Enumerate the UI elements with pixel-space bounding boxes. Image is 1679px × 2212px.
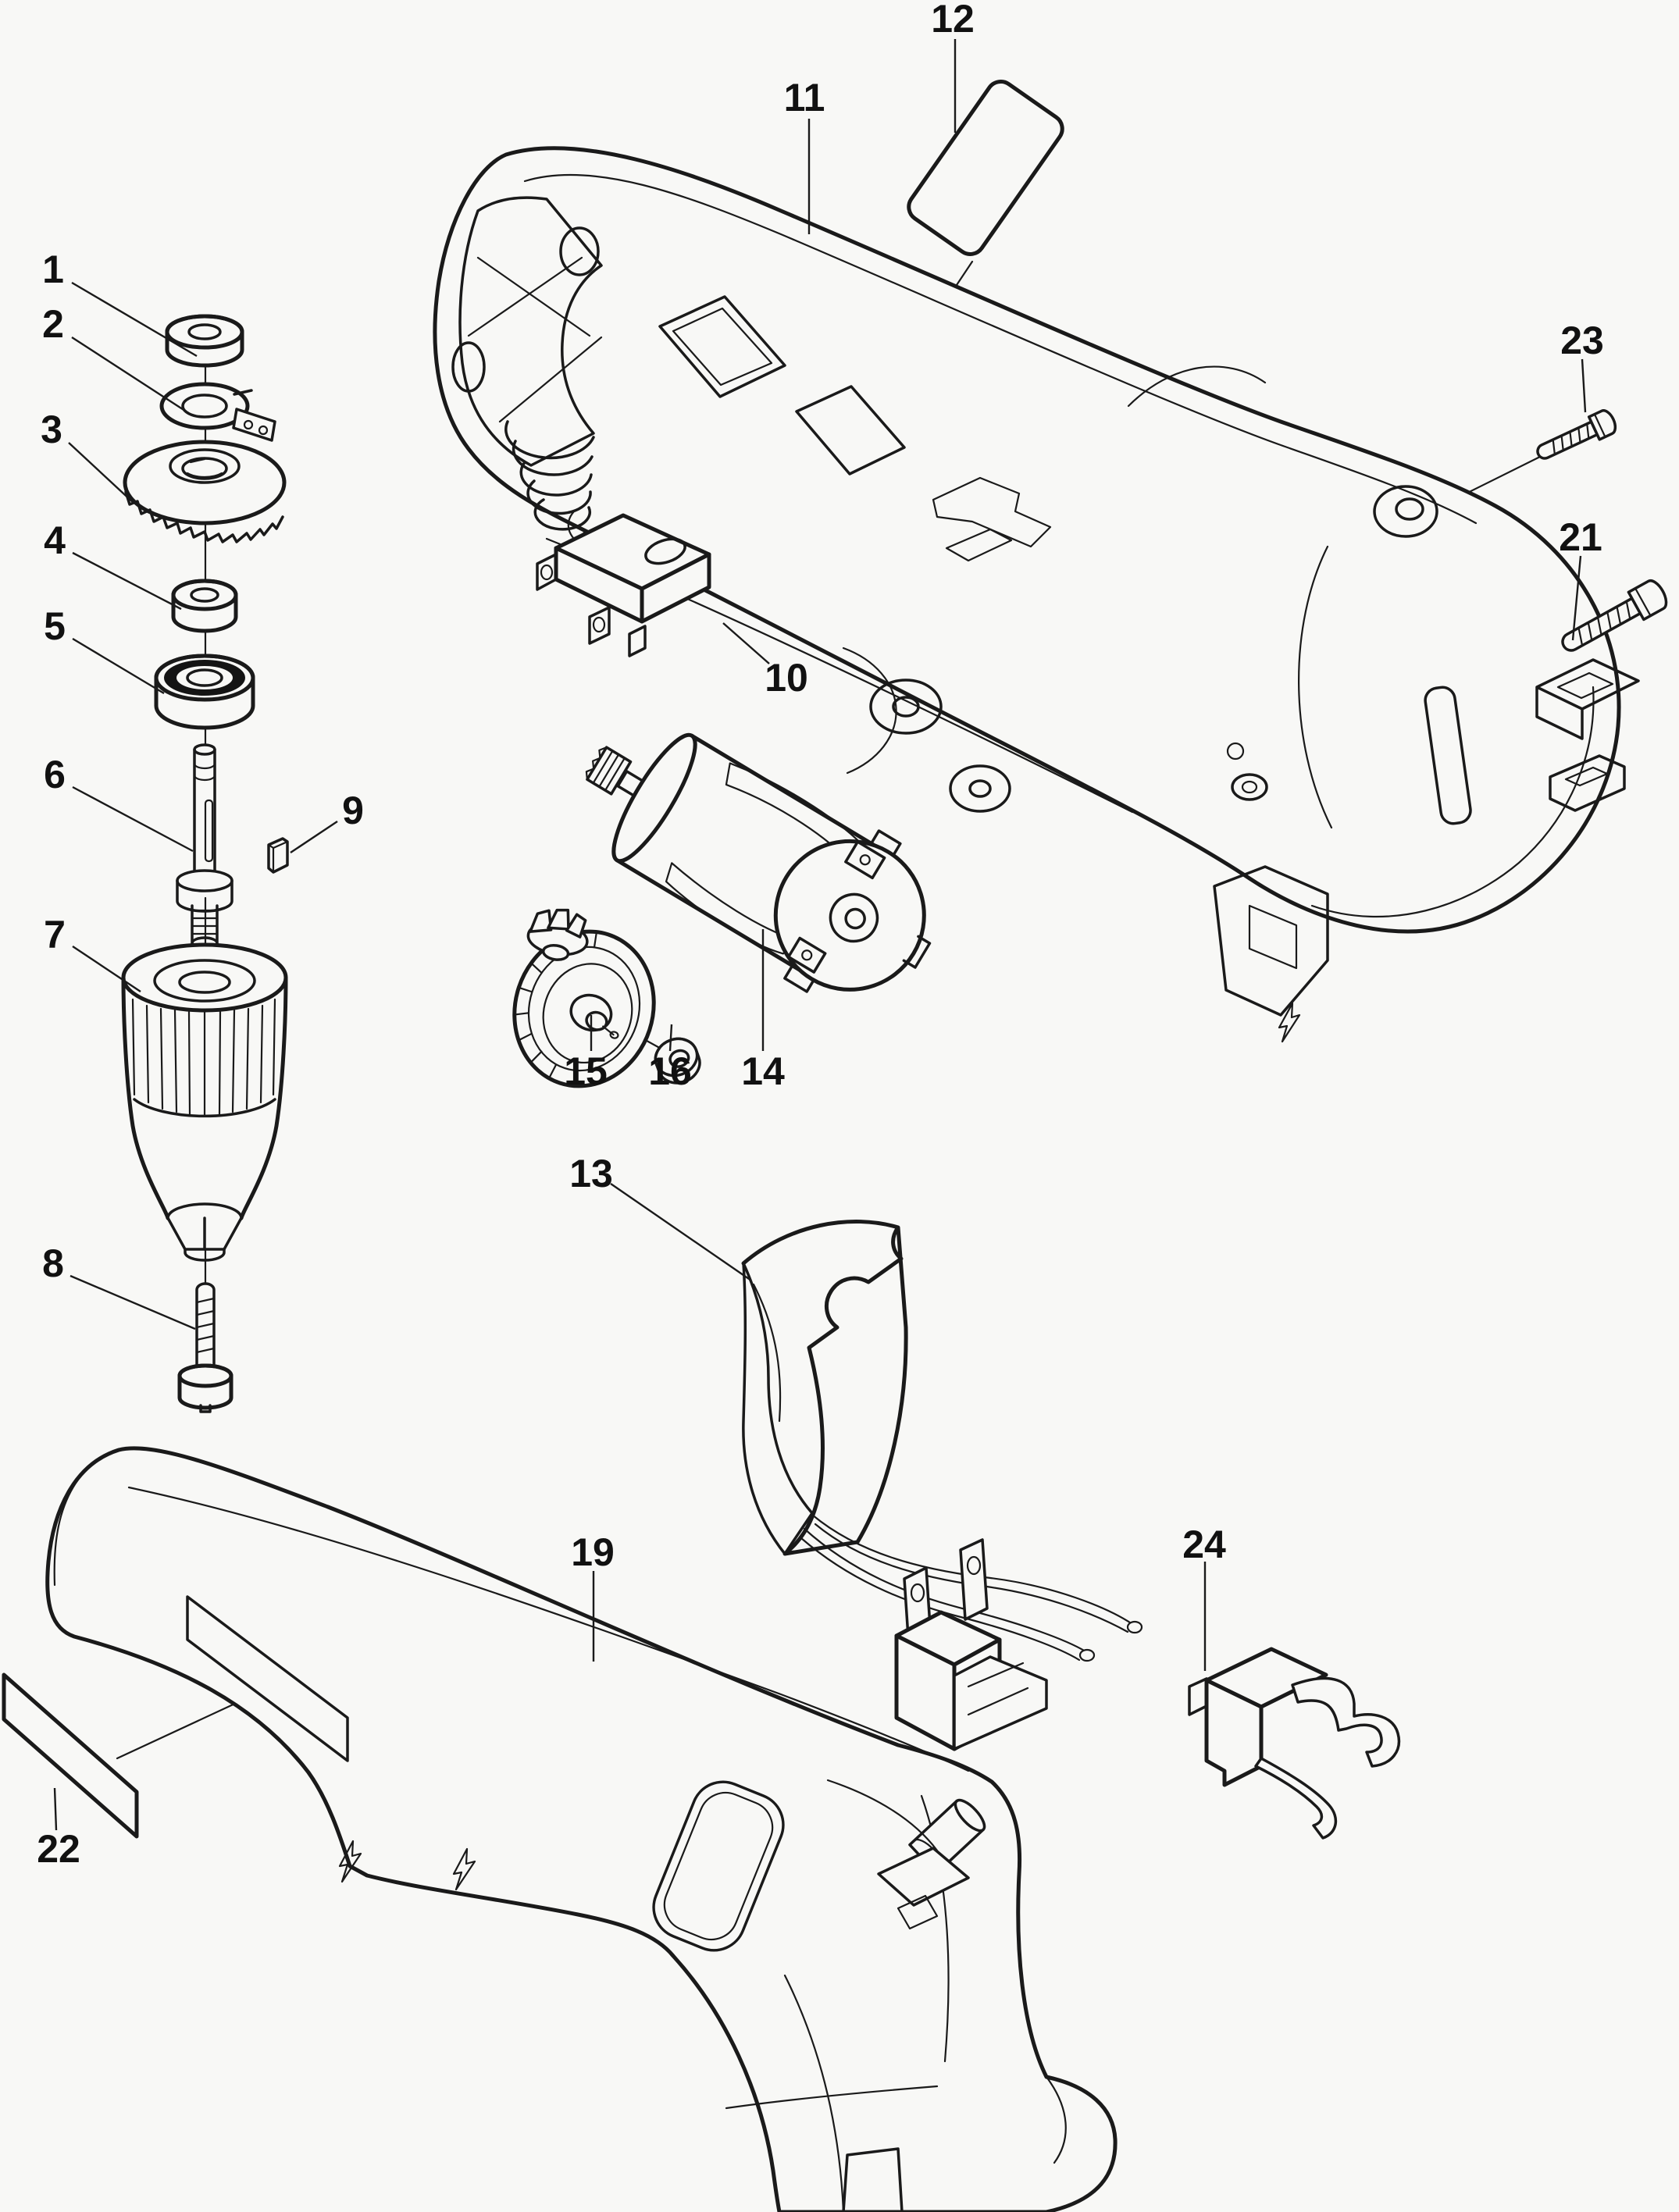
part-spindle-shape [194, 745, 215, 754]
callout-number-22: 22 [37, 1827, 80, 1871]
part-spindle-shape [194, 764, 215, 780]
insert-arrow-icon [1279, 1003, 1299, 1042]
part-bearing-sealed-shape [187, 670, 222, 686]
leader-line-13 [611, 1184, 751, 1281]
part-chuck-screw [180, 1284, 231, 1412]
part-label-plate-shape [4, 1675, 137, 1836]
callout-number-16: 16 [648, 1049, 692, 1093]
part-terminal-clip-shape [1292, 1679, 1399, 1766]
part-motor-cover [743, 1221, 1142, 1661]
callout-spacer [648, 1024, 692, 1093]
part-bearing-small [173, 581, 236, 631]
leader-line-23 [1582, 359, 1585, 412]
leader-line-8 [70, 1276, 195, 1329]
callout-number-10: 10 [765, 656, 808, 700]
callout-gear [41, 408, 134, 504]
part-nameplate-shape [904, 76, 1068, 259]
part-key [269, 839, 287, 872]
callout-number-11: 11 [783, 76, 825, 119]
callout-number-7: 7 [44, 913, 66, 956]
part-screw-short [1533, 408, 1619, 466]
callout-number-9: 9 [342, 789, 364, 832]
part-ring [167, 316, 242, 365]
part-terminal-clip-shape [1189, 1679, 1207, 1715]
part-terminal-clip [1189, 1649, 1399, 1838]
callout-nameplate [931, 0, 975, 133]
part-bearing-sealed [156, 656, 253, 728]
part-label-plate [4, 1675, 137, 1836]
callout-number-19: 19 [571, 1530, 615, 1574]
callout-number-15: 15 [564, 1049, 608, 1093]
callout-number-5: 5 [44, 604, 66, 648]
part-switch-shape [594, 618, 604, 632]
leader-line-6 [73, 787, 193, 851]
part-motor-cover-shape [743, 1263, 812, 1554]
motor-lead-wires-shape [1128, 1622, 1142, 1633]
part-nameplate [904, 76, 1068, 259]
brush-holder-assembly-shape [961, 1540, 987, 1619]
callout-number-1: 1 [42, 248, 64, 291]
callout-number-8: 8 [42, 1241, 64, 1285]
brush-holder-assembly-shape [954, 1657, 1046, 1749]
callout-label-plate [37, 1788, 80, 1871]
part-switch-shape [629, 626, 645, 656]
part-lock-washer-shape [233, 409, 275, 440]
callout-number-24: 24 [1182, 1523, 1226, 1566]
part-spindle-shape [177, 871, 232, 891]
part-switch-shape [590, 607, 609, 643]
callout-number-3: 3 [41, 408, 62, 451]
callout-number-21: 21 [1559, 515, 1602, 559]
callout-spindle [44, 753, 193, 851]
leader-line-3 [69, 443, 134, 504]
callout-bearing-sealed [44, 604, 164, 693]
leader-line-4 [73, 553, 181, 609]
callout-number-6: 6 [44, 753, 66, 796]
callout-key [291, 789, 364, 853]
part-upper-housing-shape [970, 781, 990, 796]
motor-lead-wires-shape [1080, 1650, 1094, 1661]
callout-number-14: 14 [741, 1049, 785, 1093]
callout-number-23: 23 [1560, 319, 1604, 362]
callout-motor-cover [569, 1152, 751, 1281]
leader-line-22 [55, 1788, 56, 1830]
callout-chuck-screw [42, 1241, 195, 1329]
part-lock-washer [162, 384, 275, 440]
part-terminal-clip-shape [1256, 1758, 1335, 1838]
part-spindle-shape [205, 800, 212, 861]
part-upper-housing-shape [1249, 906, 1296, 968]
leader-line-10 [723, 623, 769, 664]
part-chuck [123, 945, 286, 1260]
part-switch-shape [537, 554, 556, 590]
callout-bearing-small [44, 518, 181, 609]
callout-terminal-clip [1182, 1523, 1226, 1671]
callout-number-2: 2 [42, 302, 64, 346]
leader-line-5 [73, 639, 164, 693]
callout-housing-upper [784, 76, 825, 234]
part-upper-housing-shape [950, 766, 1010, 811]
brush-holder-assembly [897, 1540, 1046, 1749]
callout-number-13: 13 [569, 1152, 613, 1195]
callout-number-12: 12 [931, 0, 975, 41]
callout-screw-short [1560, 319, 1604, 412]
leader-line-9 [291, 821, 337, 853]
callout-number-4: 4 [44, 518, 66, 562]
part-switch-shape [541, 565, 552, 579]
